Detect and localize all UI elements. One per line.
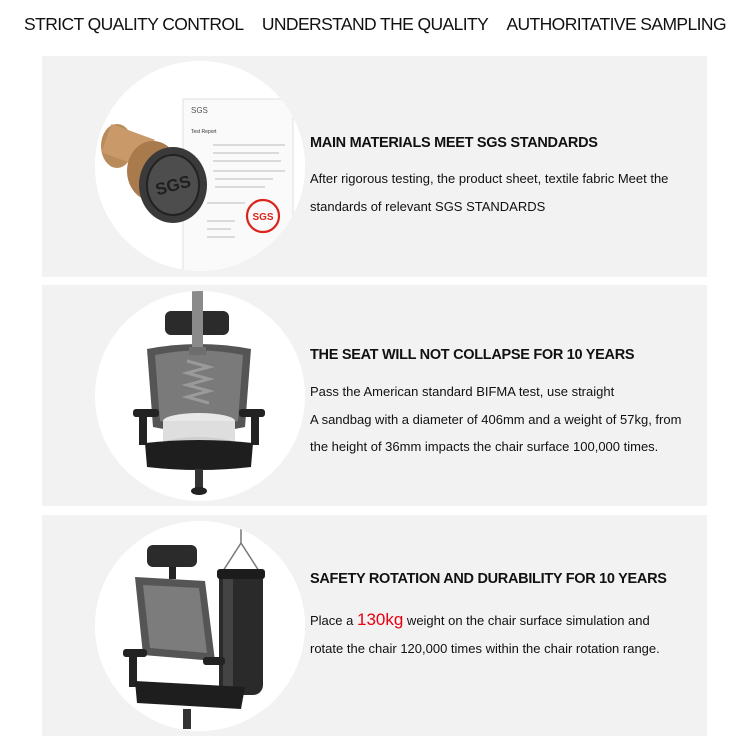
body-line: standards of relevant SGS STANDARDS [310, 198, 546, 214]
seat-impact-test-image [95, 291, 305, 501]
line1-before-text: Place a [310, 613, 357, 628]
body-line: the height of 36mm impacts the chair surface 100,000 times. [310, 439, 659, 454]
armrest-right [203, 657, 225, 665]
feature-panel-seat-impact [42, 285, 707, 506]
stamp-text: SGS [153, 171, 193, 200]
section-body-seat [310, 378, 681, 461]
feature-panel-rotation [42, 515, 707, 736]
header-item-authoritative-sampling: AUTHORITATIVE SAMPLING [506, 14, 726, 34]
section-body-rotation [310, 606, 660, 662]
svg-text:SGS: SGS [252, 212, 274, 223]
body-line: rotate the chair 120,000 times within the chair rotation range. [310, 640, 660, 656]
section-title-seat: THE SEAT WILL NOT COLLAPSE FOR 10 YEARS [310, 347, 635, 363]
impact-rod [192, 291, 203, 347]
section-header [0, 14, 750, 35]
armrest-right [239, 409, 265, 417]
feature-panel-sgs [42, 56, 707, 277]
report-title-text: Test Report [191, 129, 217, 135]
body-line [310, 606, 660, 635]
section-body-sgs [310, 165, 668, 220]
weight-highlight: 130kg [356, 610, 404, 629]
header-item-understand-quality: UNDERSTAND THE QUALITY [261, 14, 489, 34]
body-line: A sandbag with a diameter of 406mm and a weight of 57kg, from [310, 411, 682, 427]
body-line: After rigorous testing, the product sheet, textile fabric Meet the [310, 171, 669, 186]
header-item-strict-quality-control: STRICT QUALITY CONTROL [24, 14, 244, 34]
sgs-test-image [95, 61, 305, 271]
section-title-rotation: SAFETY ROTATION AND DURABILITY FOR 10 YEARS [310, 571, 667, 587]
chair-headrest [147, 545, 197, 567]
armrest-left [123, 649, 147, 657]
body-line: Pass the American standard BIFMA test, use straight [310, 384, 615, 399]
chair-seat [145, 440, 253, 470]
armrest-left [133, 409, 159, 417]
line1-after-text: weight on the chair surface simulation and [403, 613, 650, 628]
report-logo-text: SGS [191, 106, 208, 115]
rotation-test-image [95, 521, 305, 731]
section-title-sgs: MAIN MATERIALS MEET SGS STANDARDS [310, 135, 598, 151]
